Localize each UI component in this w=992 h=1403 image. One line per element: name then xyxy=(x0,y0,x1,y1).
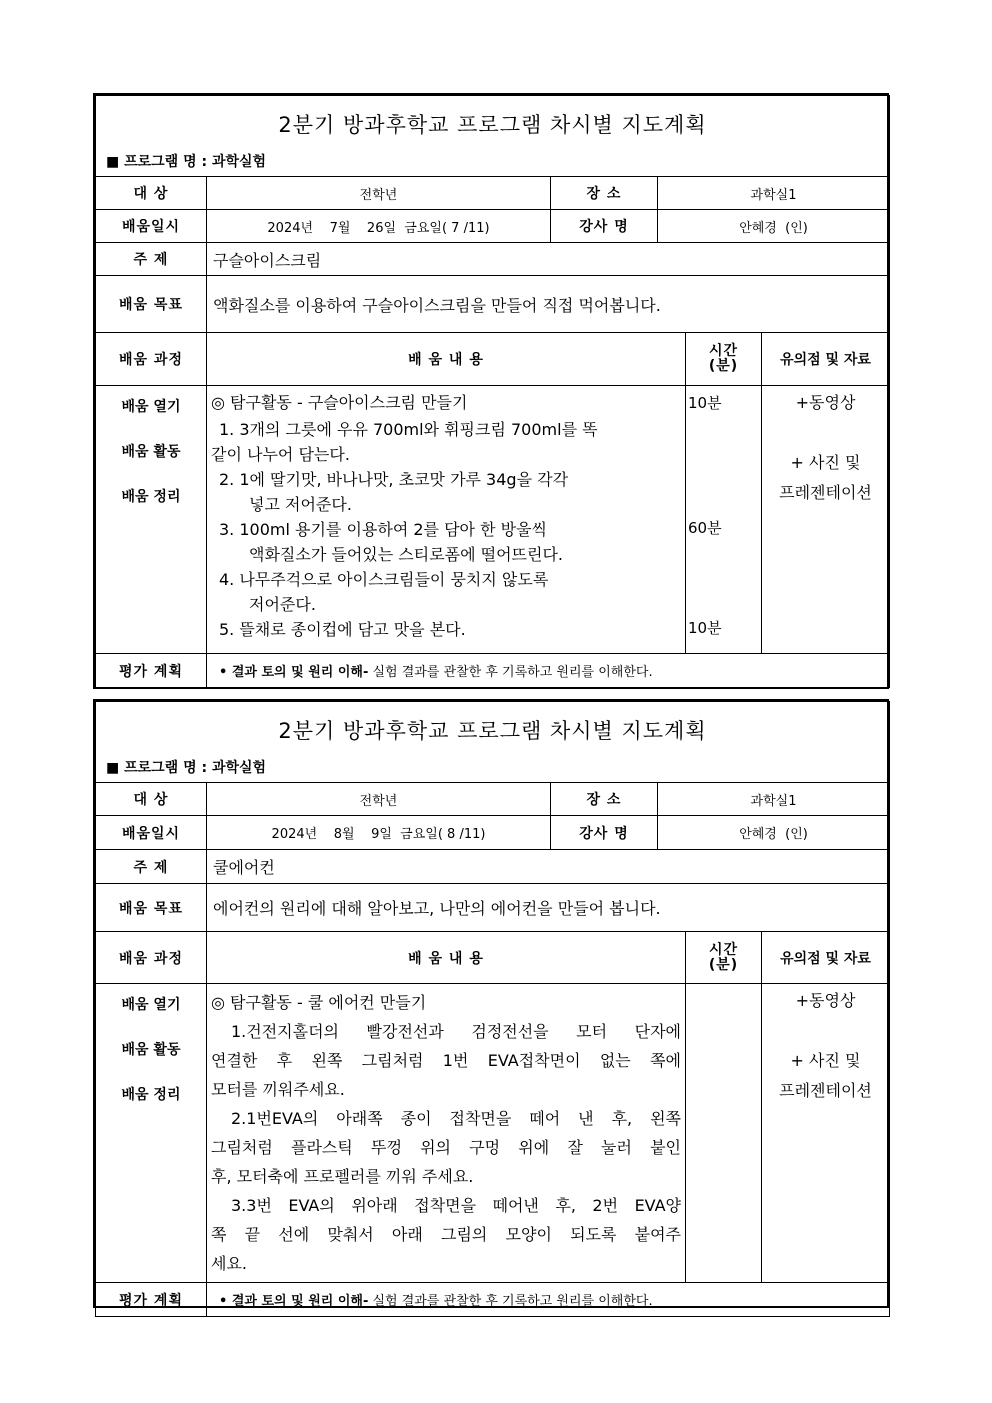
lesson-plan-table xyxy=(95,701,890,1317)
notes-header: 유의점 및 자료 xyxy=(762,333,890,386)
activity-title: ◎ 탐구활동 - 구슬아이스크림 만들기 xyxy=(211,393,468,412)
step-line: 그림처럼 플라스틱 뚜껑 위의 구멍 위에 잘 눌러 붙인 xyxy=(211,1138,681,1157)
step-line: 3. 100ml 용기를 이용하여 2를 담아 한 방울씩 xyxy=(219,520,548,539)
stage-open: 배움 열기 xyxy=(121,997,181,1013)
target-label: 대 상 xyxy=(96,783,207,816)
note-presentation: 프레젠테이션 xyxy=(779,483,872,502)
content-header: 배 움 내 용 xyxy=(207,932,686,984)
eval-text: 실험 결과를 관찰한 후 기록하고 원리를 이해한다. xyxy=(368,665,653,680)
step-line: 후, 모터축에 프로펠러를 끼워 주세요. xyxy=(211,1167,474,1186)
step-line: 저어준다. xyxy=(249,595,316,614)
step-line: 5. 뜰채로 종이컵에 담고 맛을 본다. xyxy=(219,620,466,639)
place-label: 장 소 xyxy=(551,177,658,210)
process-label: 배움 과정 xyxy=(96,932,207,984)
step-line: 쪽 끝 선에 맞춰서 아래 그림의 모양이 되도록 붙여주 xyxy=(211,1225,681,1244)
time-activity: 60분 xyxy=(688,519,722,537)
activity-title: ◎ 탐구활동 - 쿨 에어컨 만들기 xyxy=(211,993,427,1012)
teacher-label: 강사 명 xyxy=(551,816,658,850)
notes-column xyxy=(762,984,890,1283)
lesson-content xyxy=(207,386,686,654)
place-label: 장 소 xyxy=(551,783,658,816)
eval-label: 평가 계획 xyxy=(96,654,207,688)
program-name: ■ 프로그램 명 : 과학실험 xyxy=(96,146,890,177)
stage-list xyxy=(96,386,207,654)
teacher-label: 강사 명 xyxy=(551,210,658,243)
lesson-plan-1 xyxy=(93,93,889,689)
lesson-plan-table xyxy=(95,95,890,688)
time-column xyxy=(686,984,762,1283)
note-photo: + 사진 및 xyxy=(790,453,861,472)
date-value: 2024년 7월 26일 금요일( 7 /11) xyxy=(207,210,551,243)
stage-activity: 배움 활동 xyxy=(121,444,181,460)
date-value: 2024년 8월 9일 금요일( 8 /11) xyxy=(207,816,551,850)
notes-header: 유의점 및 자료 xyxy=(762,932,890,984)
step-line: 4. 나무주걱으로 아이스크림들이 뭉치지 않도록 xyxy=(219,570,549,589)
eval-heading: • 결과 토의 및 원리 이해- xyxy=(219,665,369,680)
note-photo: + 사진 및 xyxy=(790,1051,861,1070)
date-label: 배움일시 xyxy=(96,210,207,243)
step-line: 2. 1에 딸기맛, 바나나맛, 초코맛 가루 34g을 각각 xyxy=(219,470,569,489)
step-line: 1.건전지홀더의 빨강전선과 검정전선을 모터 단자에 xyxy=(231,1022,681,1041)
step-line: 세요. xyxy=(211,1254,247,1273)
lesson-content xyxy=(207,984,686,1283)
step-line: 액화질소가 들어있는 스티로폼에 떨어뜨린다. xyxy=(249,545,564,564)
step-line: 연결한 후 왼쪽 그림처럼 1번 EVA접착면이 없는 쪽에 xyxy=(211,1051,681,1070)
topic-value: 구슬아이스크림 xyxy=(207,243,890,276)
target-label: 대 상 xyxy=(96,177,207,210)
step-line: 같이 나누어 담는다. xyxy=(211,445,350,464)
place-value: 과학실1 xyxy=(658,177,890,210)
eval-value xyxy=(207,1283,890,1317)
time-header: 시간 (분) xyxy=(686,333,762,386)
process-label: 배움 과정 xyxy=(96,333,207,386)
eval-text: 실험 결과를 관찰한 후 기록하고 원리를 이해한다. xyxy=(368,1294,653,1309)
content-header: 배 움 내 용 xyxy=(207,333,686,386)
target-value: 전학년 xyxy=(207,783,551,816)
eval-heading: • 결과 토의 및 원리 이해- xyxy=(219,1294,369,1309)
target-value: 전학년 xyxy=(207,177,551,210)
stage-list xyxy=(96,984,207,1283)
goal-value: 액화질소를 이용하여 구슬아이스크림을 만들어 직접 먹어봅니다. xyxy=(207,276,890,333)
goal-label: 배움 목표 xyxy=(96,276,207,333)
time-column xyxy=(686,386,762,654)
time-close: 10분 xyxy=(688,619,722,637)
stage-open: 배움 열기 xyxy=(121,399,181,415)
topic-value: 쿨에어컨 xyxy=(207,850,890,884)
note-presentation: 프레젠테이션 xyxy=(779,1081,872,1100)
note-video: +동영상 xyxy=(795,393,856,412)
date-label: 배움일시 xyxy=(96,816,207,850)
step-line: 3.3번 EVA의 위아래 접착면을 떼어낸 후, 2번 EVA양 xyxy=(231,1196,681,1215)
step-line: 2.1번EVA의 아래쪽 종이 접착면을 떼어 낸 후, 왼쪽 xyxy=(231,1109,681,1128)
stage-close: 배움 정리 xyxy=(121,1087,181,1103)
plan-title: 2분기 방과후학교 프로그램 차시별 지도계획 xyxy=(96,96,890,147)
stage-close: 배움 정리 xyxy=(121,489,181,505)
step-line: 모터를 끼워주세요. xyxy=(211,1080,345,1099)
time-header: 시간 (분) xyxy=(686,932,762,984)
lesson-plan-2 xyxy=(93,699,889,1308)
teacher-value: 안혜경 (인) xyxy=(658,210,890,243)
goal-label: 배움 목표 xyxy=(96,884,207,932)
notes-column xyxy=(762,386,890,654)
stage-activity: 배움 활동 xyxy=(121,1042,181,1058)
note-video: +동영상 xyxy=(795,991,856,1010)
time-open: 10분 xyxy=(688,394,722,412)
place-value: 과학실1 xyxy=(658,783,890,816)
topic-label: 주 제 xyxy=(96,850,207,884)
eval-value xyxy=(207,654,890,688)
program-name: ■ 프로그램 명 : 과학실험 xyxy=(96,752,890,783)
step-line: 넣고 저어준다. xyxy=(249,495,352,514)
step-line: 1. 3개의 그릇에 우유 700ml와 휘핑크림 700ml를 똑 xyxy=(219,420,598,439)
plan-title: 2분기 방과후학교 프로그램 차시별 지도계획 xyxy=(96,702,890,753)
eval-label: 평가 계획 xyxy=(96,1283,207,1317)
teacher-value: 안혜경 (인) xyxy=(658,816,890,850)
goal-value: 에어컨의 원리에 대해 알아보고, 나만의 에어컨을 만들어 봅니다. xyxy=(207,884,890,932)
topic-label: 주 제 xyxy=(96,243,207,276)
